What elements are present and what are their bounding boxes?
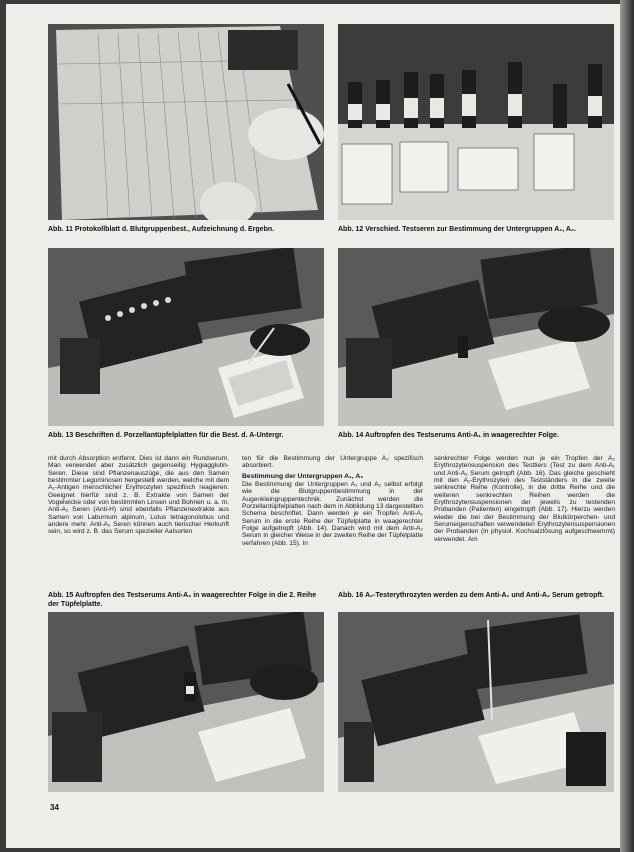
book-binding-shadow [620, 0, 634, 852]
photo-dropping-anti-a1 [338, 248, 614, 426]
photo-adding-test-erythrocytes-image [338, 612, 614, 792]
photo-protocol-sheet-image [48, 24, 324, 220]
photo-test-sera-bottles [338, 24, 614, 220]
document-page [6, 4, 626, 848]
photo-labeling-plates [48, 248, 324, 426]
caption-abb15: Abb. 15 Auftropfen des Testserums Anti-A₂ in waagerechter Folge in die 2. Reihe der Tüpfelplatte. [48, 592, 317, 608]
body-paragraph: senkrechter Folge werden nun je ein Tropfen der A₂ Erythrozytensuspension des Testtiers (Test zu dem Anti-A₁ und Anti-A₂ Serum getropft (Abb. 16). Das gleiche geschieht mit den A₁-Erythrozyten des Testständers in die zweite senkrechte Reihe (Kontrolle), in die dritte Reihe und die weiteren senkrechten Reihen werden die Erythrozytensuspensionen der jeweils zu testenden Probanden (Patienten) eingetropft (Abb. 17). Hierzu werden wieder die bei der Bestimmung der Blutkörperchen- und Serumeigenschaften verwendeten Erythrozytensuspensionen der Probanden (in physiol. Kochsalzlösung aufgeschwemmt) verwendet. Am [434, 455, 615, 543]
section-heading: Bestimmung der Untergruppen A₁, A₂ [242, 472, 364, 480]
photo-labeling-plates-image [48, 248, 324, 426]
body-paragraph: ten für die Bestimmung der Untergruppe A₂ spezifisch absorbiert. [242, 455, 423, 470]
caption-abb13: Abb. 13 Beschriften d. Porzellantüpfelplatten für die Best. d. A-Untergr. [48, 432, 284, 439]
body-paragraph: mit durch Absorption entfernt. Dies ist dann ein Rundserum. Man verwendet aber zusätzlich gegenseitig Hygiagglutin-Seren. Diese sind Pflanzenauszüge, die aus den Samen bestimmter Leguminosen hergestellt werden, welche mit dem A₁-Antigen menschlicher Erythrozyten spezifisch reagieren. Geeignet hierfür sind z. B. Extrakte von Samen der Vogelwicke oder von bestimmten Linsen und Bohnen u. a. m. Anti-A₂ Seren (Anti-H) sind ebenfalls Pflanzenextrakte aus Samen von Laburnum alpinum, Lotus tetragonolobus und andere mehr. Anti-A₂ Seren können auch tierischer Herkunft sein, so wird z. B. das Serum spezieller Aalsorten [48, 455, 229, 536]
text-column-2 [242, 455, 423, 548]
photo-adding-test-erythrocytes [338, 612, 614, 792]
photo-dropping-anti-a2-image [48, 612, 324, 792]
photo-test-sera-bottles-image [338, 24, 614, 220]
caption-abb11: Abb. 11 Protokollblatt d. Blutgruppenbest., Aufzeichnung d. Ergebn. [48, 226, 275, 233]
photo-dropping-anti-a2 [48, 612, 324, 792]
photo-protocol-sheet [48, 24, 324, 220]
text-column-1 [48, 455, 229, 537]
caption-abb12: Abb. 12 Verschied. Testseren zur Bestimmung der Untergruppen A₁, A₂. [338, 226, 576, 233]
photo-dropping-anti-a1-image [338, 248, 614, 426]
caption-abb16: Abb. 16 A₂-Testerythrozyten werden zu dem Anti-A₁ und Anti-A₂ Serum getropft. [338, 592, 605, 599]
page-number: 34 [50, 803, 59, 812]
text-column-3 [434, 455, 615, 544]
body-paragraph: Die Bestimmung der Untergruppen A₁ und A₂ selbst erfolgt wie die Blutgruppenbestimmung in der Augenkleingruppentechnik. Zunächst werden die Porzellantüpfelplatten nach dem in Abbildung 13 dargestellten Schema beschriftet. Dann werden je ein Tropfen Anti-A₁ Serum in die erste Reihe der Tüpfelplatte in waagerechter Folge aufgetropft (Abb. 14). Danach wird mit dem Anti-A₂ Serum in gleicher Weise in der zweiten Reihe der Tüpfelplatte verfahren (Abb. 15). In [242, 481, 423, 547]
caption-abb14: Abb. 14 Auftropfen des Testserums Anti-A₁ in waagerechter Folge. [338, 432, 559, 439]
